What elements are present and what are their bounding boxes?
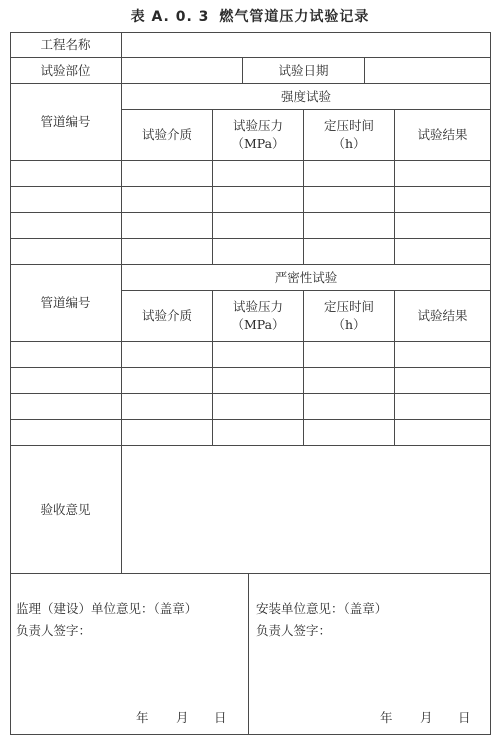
rule-h15: [10, 573, 491, 574]
test-date-label: 试验日期: [278, 62, 329, 78]
supervision-block: [16, 598, 197, 642]
tightness-pipe-no-label: 管道编号: [40, 295, 91, 310]
strength-col-hold-time: [304, 110, 394, 160]
supervision-date: [136, 708, 227, 726]
strength-col-hold-time-unit: （h）: [332, 136, 366, 151]
tightness-col-pressure-unit: （MPa）: [231, 317, 285, 332]
pressure-test-form: [10, 32, 491, 735]
supervision-signer-label: 负责人签字：: [16, 623, 92, 638]
installer-day: 日: [458, 710, 471, 725]
tightness-col-medium: 试验介质: [141, 308, 192, 323]
border-bottom: [10, 734, 491, 735]
installer-signer-label: 负责人签字：: [256, 623, 332, 638]
strength-col-pressure-unit: （MPa）: [231, 136, 285, 151]
installer-year: 年: [380, 710, 393, 725]
table-title: 燃气管道压力试验记录: [219, 9, 370, 25]
supervision-day: 日: [214, 710, 227, 725]
tightness-col-hold-time-label: 定压时间: [323, 299, 374, 314]
tightness-row-3-pipe-no[interactable]: [11, 394, 121, 419]
tightness-col-pressure: [213, 291, 303, 341]
strength-row-2-pipe-no[interactable]: [11, 187, 121, 212]
project-name-label: 工程名称: [40, 37, 91, 52]
strength-col-hold-time-label: 定压时间: [323, 118, 374, 133]
border-right: [490, 32, 491, 735]
installer-opinion-label: 安装单位意见：（盖章）: [256, 601, 388, 616]
strength-row-3-pipe-no[interactable]: [11, 213, 121, 238]
strength-pipe-no-label: 管道编号: [40, 114, 91, 129]
strength-row-4-pipe-no[interactable]: [11, 239, 121, 264]
strength-col-pressure: [213, 110, 303, 160]
acceptance-field[interactable]: [122, 446, 490, 573]
supervision-month: 月: [176, 710, 189, 725]
strength-test-label: 强度试验: [280, 88, 331, 104]
supervision-opinion-label: 监理（建设）单位意见：（盖章）: [16, 601, 198, 616]
tightness-row-4-pipe-no[interactable]: [11, 420, 121, 445]
test-date-field[interactable]: [365, 58, 490, 83]
installer-date: [380, 708, 471, 726]
installer-block: [256, 598, 387, 642]
project-name-field[interactable]: [122, 33, 490, 57]
tightness-col-hold-time-unit: （h）: [332, 317, 366, 332]
test-location-label: 试验部位: [40, 62, 91, 78]
test-location-field[interactable]: [122, 58, 242, 83]
table-number: 表 A. 0. 3: [130, 9, 210, 25]
strength-col-pressure-label: 试验压力: [232, 118, 283, 133]
tightness-row-1-pipe-no[interactable]: [11, 342, 121, 367]
rule-v-sign: [248, 573, 249, 735]
strength-col-result: 试验结果: [417, 127, 468, 142]
strength-row-1-pipe-no[interactable]: [11, 161, 121, 186]
installer-month: 月: [420, 710, 433, 725]
tightness-col-hold-time: [304, 291, 394, 341]
supervision-year: 年: [136, 710, 149, 725]
strength-col-medium: 试验介质: [141, 127, 192, 142]
tightness-col-result: 试验结果: [417, 308, 468, 323]
tightness-col-pressure-label: 试验压力: [232, 299, 283, 314]
page-title: [0, 6, 500, 26]
tightness-row-2-pipe-no[interactable]: [11, 368, 121, 393]
acceptance-label: 验收意见: [40, 501, 91, 517]
tightness-test-label: 严密性试验: [274, 269, 338, 285]
